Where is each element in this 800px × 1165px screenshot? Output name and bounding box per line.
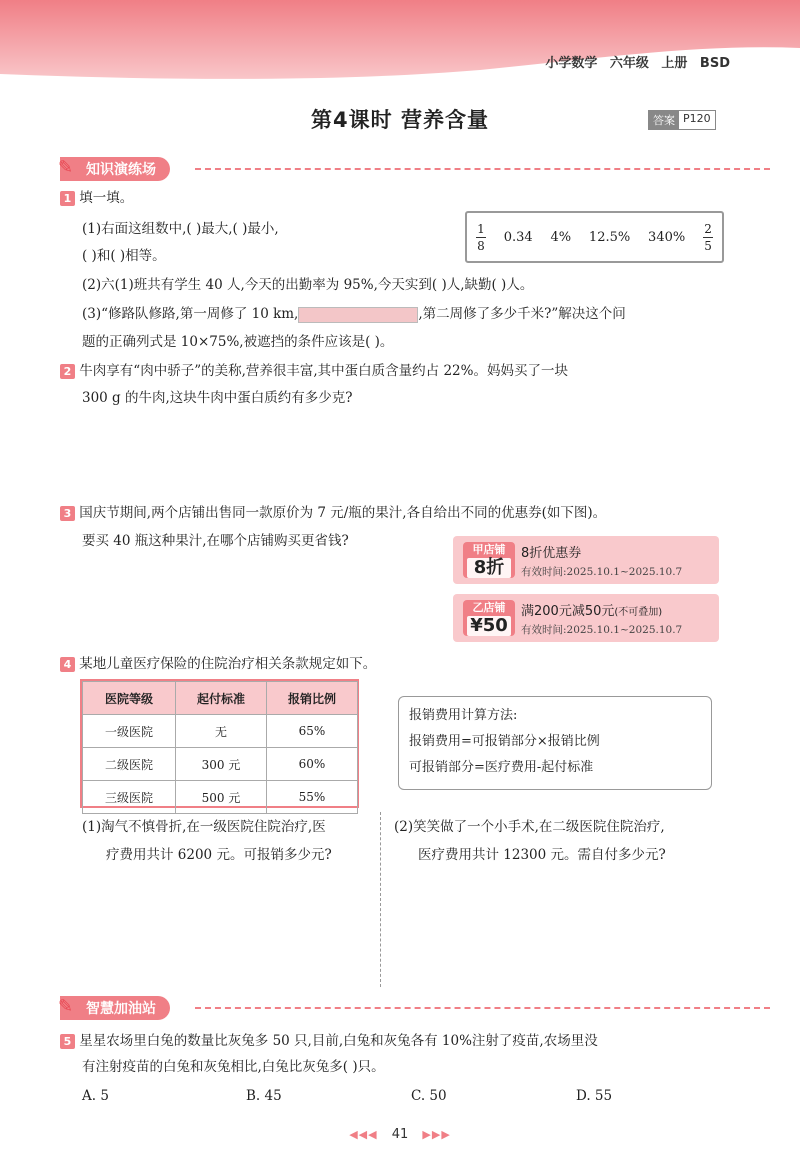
formula-note [398,696,712,790]
table-cell: 65% [267,715,358,748]
option-a: A. 5 [82,1088,109,1104]
table-row [83,748,358,781]
question-number: 1 [60,191,75,206]
q1-part2: (2)六(1)班共有学生 40 人,今天的出勤率为 95%,今天实到( )人,缺勤( )人。 [82,277,534,293]
coupon-text: 8折优惠券 [521,546,582,561]
hidden-condition-box [298,307,418,323]
q1-part3-line1 [82,305,626,323]
section-title-text: 智慧加油站 [86,1001,156,1017]
coupon-validity: 有效时间:2025.10.1~2025.10.7 [521,624,683,636]
table-row [83,781,358,814]
q3-text: 国庆节期间,两个店铺出售同一款原价为 7 元/瓶的果汁,各自给出不同的优惠券(如下图)。 [79,505,607,521]
left-arrows-icon: ◀◀◀ [349,1128,378,1141]
q4-part2-line1: (2)笑笑做了一个小手术,在二级医院住院治疗, [394,819,665,835]
right-arrows-icon: ▶▶▶ [422,1128,451,1141]
table-cell: 60% [267,748,358,781]
section-title [60,157,170,181]
q3-line1 [60,504,606,522]
q4-part1-line2: 疗费用共计 6200 元。可报销多少元? [106,847,332,863]
table-cell: 55% [267,781,358,814]
option-b: B. 45 [246,1088,282,1104]
answer-page: P120 [683,112,711,125]
table-cell: 300 元 [176,748,267,781]
coupon-store-b [453,594,719,642]
option-d: D. 55 [576,1088,613,1104]
q1-part1-line1: (1)右面这组数中,( )最大,( )最小, [82,221,279,237]
section-divider [195,168,770,170]
denominator: 8 [477,238,485,253]
number-item: 4% [550,229,572,245]
note-formula: 可报销部分=医疗费用-起付标准 [409,760,594,775]
option-c: C. 50 [411,1088,447,1104]
number-item: 340% [648,229,686,245]
pen-icon: ✎ [58,157,74,178]
q5-line1 [60,1032,598,1050]
q4-part1-line1: (1)淘气不慎骨折,在一级医院住院治疗,医 [82,819,326,835]
coupon-badge: 8折 [467,558,511,578]
column-divider [380,812,381,987]
series-label: 小学数学 六年级 上册 BSD [545,56,730,71]
fraction-one-eighth [476,222,486,253]
q4-text: 某地儿童医疗保险的住院治疗相关条款规定如下。 [79,656,377,672]
q1-part3-line2: 题的正确列式是 10×75%,被遮挡的条件应该是( )。 [82,334,394,350]
question-number: 4 [60,657,75,672]
table-header-row [83,682,358,715]
question-number: 3 [60,506,75,521]
coupon-label [463,600,515,636]
q4-line1 [60,655,376,673]
q2-text: 牛肉享有“肉中骄子”的美称,营养很丰富,其中蛋白质含量约占 22%。妈妈买了一块 [79,363,568,379]
table-cell: 500 元 [176,781,267,814]
q1-text: 填一填。 [79,190,134,206]
section-title [60,996,170,1020]
section-divider [195,1007,770,1009]
coupon-main-text: 满200元减50元 [521,604,615,619]
q2-line1 [60,362,568,380]
coupon-store-a [453,536,719,584]
q1-prompt [60,189,133,207]
page-title: 第4课时 营养含量 [311,108,489,132]
question-number: 2 [60,364,75,379]
q4-part2-line2: 医疗费用共计 12300 元。需自付多少元? [418,847,666,863]
answer-reference [648,110,716,130]
coupon-text [521,600,662,619]
coupon-label [463,542,515,578]
q5-line2: 有注射疫苗的白兔和灰兔相比,白兔比灰兔多( )只。 [82,1059,385,1075]
number-item: 12.5% [588,229,631,245]
insurance-table [82,681,358,814]
q3-line2: 要买 40 瓶这种果汁,在哪个店铺购买更省钱? [82,533,349,549]
coupon-validity: 有效时间:2025.10.1~2025.10.7 [521,566,683,578]
section-header-practice [60,157,170,181]
section-title-text: 知识演练场 [86,162,156,178]
column-header: 医院等级 [83,682,176,715]
pen-icon: ✎ [58,996,74,1017]
store-name: 乙店铺 [472,601,506,614]
q2-line2: 300 g 的牛肉,这块牛肉中蛋白质约有多少克? [82,390,353,406]
column-header: 起付标准 [176,682,267,715]
q1-part3-text-b: ,第二周修了多少千米?”解决这个问 [418,306,626,322]
number-set-box [465,211,724,263]
page-number: 41 [391,1127,409,1142]
table-row [83,715,358,748]
column-header: 报销比例 [267,682,358,715]
table-cell: 无 [176,715,267,748]
number-item: 0.34 [503,229,533,245]
q1-part1-line2: ( )和( )相等。 [82,248,166,264]
numerator: 2 [704,221,712,236]
table-cell: 二级医院 [83,748,176,781]
q5-text: 星星农场里白兔的数量比灰兔多 50 只,目前,白兔和灰兔各有 10%注射了疫苗,农场里没 [79,1033,598,1049]
page-footer [0,1127,800,1142]
store-name: 甲店铺 [472,543,506,556]
table-cell: 三级医院 [83,781,176,814]
numerator: 1 [477,221,485,236]
note-formula: 报销费用=可报销部分×报销比例 [409,734,600,749]
q1-part3-text-a: (3)“修路队修路,第一周修了 10 km, [82,306,299,322]
answer-label: 答案 [649,111,679,129]
coupon-note: (不可叠加) [614,607,663,618]
fraction-two-fifths [703,222,713,253]
coupon-badge: ¥50 [467,616,511,636]
denominator: 5 [704,238,712,253]
question-number: 5 [60,1034,75,1049]
note-title: 报销费用计算方法: [409,708,518,723]
table-cell: 一级医院 [83,715,176,748]
section-header-challenge [60,996,170,1020]
